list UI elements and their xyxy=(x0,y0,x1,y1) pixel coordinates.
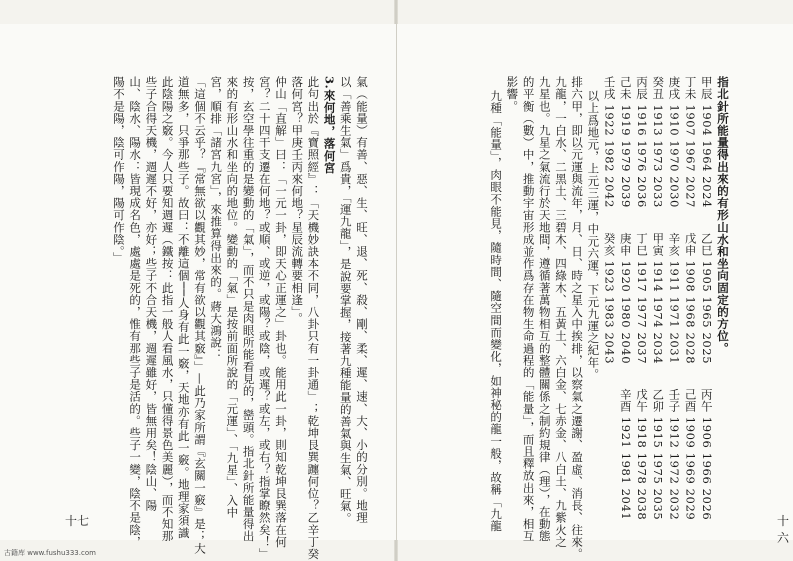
left-col-9: 來的有形山水和坐向的地位。變動的「氣」是按前面所說的「元運」、「九星」、入中 xyxy=(225,76,240,519)
right-year-row-7: 壬戌 1922 1982 2042 癸亥 1923 1983 2043 xyxy=(602,76,617,365)
left-col-14: 些子合得天機，週遲不好，亦好；些子不合天機，週遲雖好，皆無用矣！陰山、陽 xyxy=(144,76,159,512)
right-col-10: 排六甲，即以元運與流年，月、日、時之星入中挨排，以察氣之遷謝、盈虛、消長、往來。 xyxy=(570,76,585,560)
left-col-4: 此句出於『寶照經』：「天機妙訣本不同，八卦只有一卦通」；乾坤艮巽躔何位？乙辛丁癸 xyxy=(306,76,321,560)
left-page-number: 十七 xyxy=(65,514,90,528)
left-section-heading: 3.來何地，落何宮 xyxy=(322,76,337,174)
right-col-12: 九星也。九星之氣流行於天地間，遵循著萬物相互的整體關係之制約規律（理），在動態 xyxy=(537,76,552,543)
left-col-13: 此陰陽之竅。今人只要知週遲（鐵按：此指一般人看風水，只懂得景色美麗），而不知那 xyxy=(160,76,175,543)
site-watermark: 古籍库 www.fushu333.com xyxy=(4,549,96,557)
right-year-row-5: 丙辰 1916 1976 2036 丁巳 1917 1977 2037 戊午 1918 1978 2038 xyxy=(634,76,649,521)
left-col-12: 道無多，只爭那些子。故曰：不離這個──人身有此一竅，天地亦有此一竅。地理家須識 xyxy=(176,76,191,539)
left-col-5: 落何宮？甲庚壬丙來何地？星辰流轉要相逢」。 xyxy=(290,76,305,325)
right-page-text xyxy=(421,76,731,560)
right-col-15: 九種「能量」，肉眼不能見，隨時間、隨空間而變化，如神秘的龍一般，故稱「九龍 xyxy=(489,89,504,532)
left-col-16: 陽不是陽，陰可作陽，陽可作陰。」 xyxy=(111,76,126,264)
left-col-1: 氣（能量）有善、惡、生、旺、退、死、殺、剛、柔、遲、速、大、小的分別。地理 xyxy=(355,76,369,524)
right-year-row-4: 癸丑 1913 1973 2033 甲寅 1914 1974 2034 乙卯 1915 1975 2035 xyxy=(651,76,666,521)
right-col-1: 指北針所能量得出來的有形山水和坐向固定的方位。 xyxy=(716,76,730,355)
right-year-row-3: 庚戌 1910 1970 2030 辛亥 1911 1971 2031 壬子 1912 1972 2032 xyxy=(667,76,682,521)
right-year-row-2: 丁未 1907 1967 2027 戊申 1908 1968 2028 己酉 1909 1969 2029 xyxy=(683,76,698,521)
right-col-11: 九龍，一白水、二黑土、三碧木、四綠木、五黃土、六白金、七赤金、八白土、九紫火之 xyxy=(553,76,568,548)
left-col-7: 宮？二十四干支遷在何地？或順、或逆，或陽？或陰，或遲？或左，或右？指掌瞭然矣！」 xyxy=(257,76,272,560)
left-col-8: 按，玄空學往重的是變動的「氣」，而不只是肉眼所能看見的，巒頭。指北針所能量得出 xyxy=(241,76,256,543)
right-col-13: 的平衡（數）中，推動宇宙形成並作爲存在物生命過程的「能量」，而且釋放出來，相互 xyxy=(521,76,536,543)
left-col-11: 「這個不云乎？『常無欲以觀其妙，常有欲以觀其竅』」—此乃家所謂『玄關一竅』是；大 xyxy=(192,76,207,555)
right-year-row-6: 己未 1919 1979 2039 庚申 1920 1980 2040 辛酉 1921 1981 2041 xyxy=(618,76,633,521)
left-col-6: 仲山「直解」曰：「一元一卦，即天心正運之」卦也。能用此一卦，則知乾坤艮巽落在何 xyxy=(273,76,288,548)
left-col-10: 宮，順排「諸宮九宮」，來推算得出來的。蔣大鴻說： xyxy=(209,76,224,361)
right-page-number: 十六 xyxy=(777,514,790,545)
right-col-14: 影響。 xyxy=(505,76,520,113)
left-col-2: 以「善乘生氣」爲貴，「運九龍」，是說要掌握，接著九種能量的善氣與生氣、旺氣。 xyxy=(338,76,353,525)
right-col-9: 以上爲地元，上元三運，中元六運，下元九運之紀年。 xyxy=(586,89,601,381)
right-page xyxy=(397,24,793,560)
right-year-row-1: 甲辰 1904 1964 2024 乙巳 1905 1965 2025 丙午 1906 1966 2026 xyxy=(699,76,714,521)
left-col-15: 山、陰水、陽水：皆現成名色，處處是死的，惟有那些子是活的。些子一變，陰不是陰， xyxy=(128,76,143,548)
